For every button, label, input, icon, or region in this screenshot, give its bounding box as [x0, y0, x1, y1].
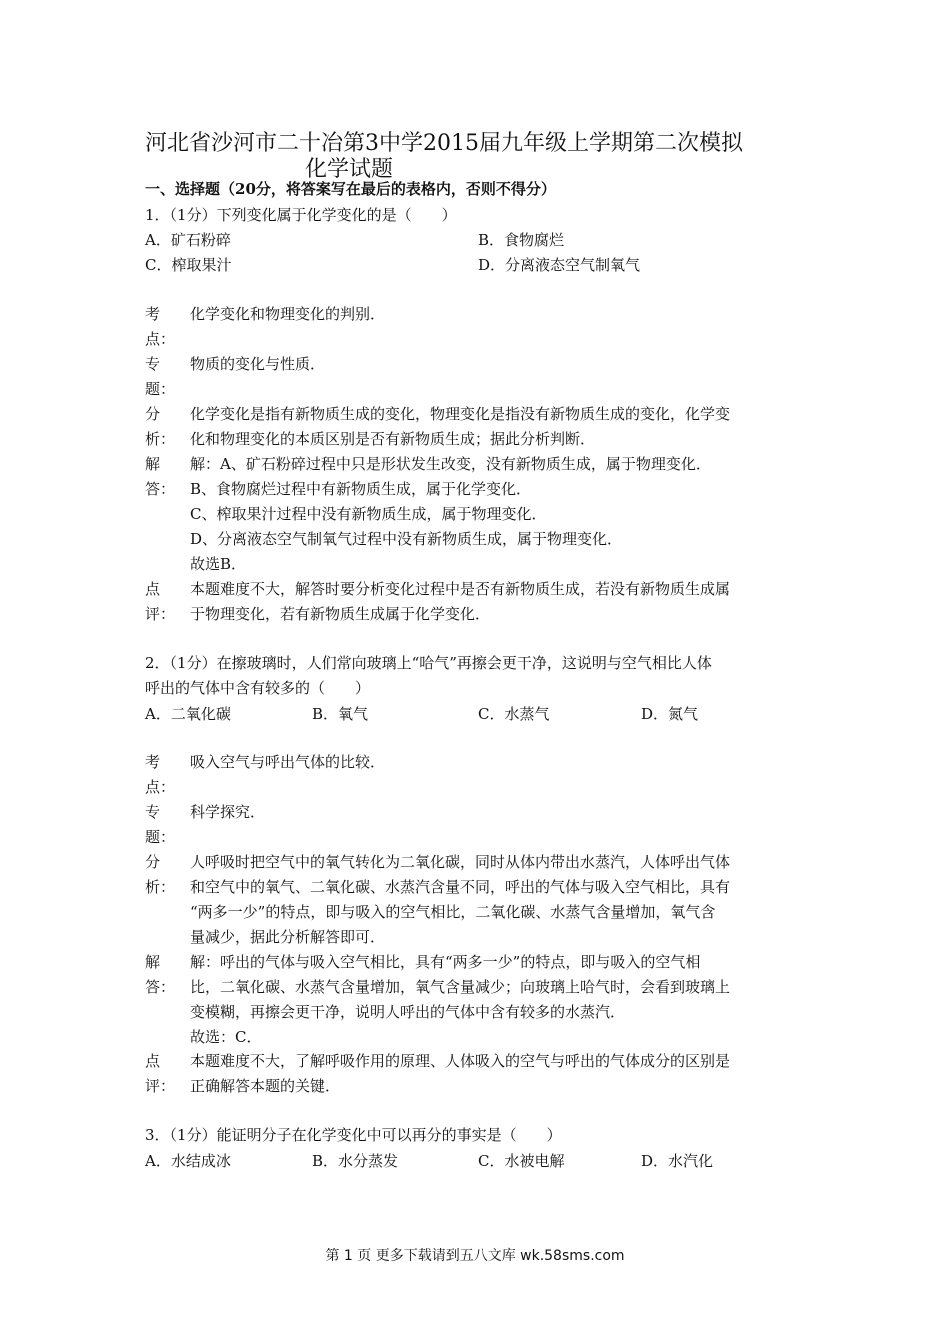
q1-dianping-text: 本题难度不大，解答时要分析变化过程中是否有新物质生成，若没有新物质生成属 于物理变化，若有新物质生成属于化学变化．	[190, 580, 731, 623]
q2-dianping-label: 点评：	[145, 1052, 176, 1095]
q1-option-a: A．矿石粉碎	[145, 231, 231, 249]
q1-option-d: D．分离液态空气制氧气	[478, 256, 641, 274]
q1-zhuanti-label: 专题：	[145, 355, 176, 398]
q3-option-d: D．水汽化	[641, 1152, 714, 1170]
q1-fenxi-text: 化学变化是指有新物质生成的变化，物理变化是指没有新物质生成的变化，化学变 化和物理变化的本质区别是否有新物质生成；据此分析判断．	[190, 405, 731, 448]
q2-stem-line2: 呼出的气体中含有较多的（ ）	[145, 679, 371, 697]
q1-fenxi-label: 分析：	[145, 405, 176, 448]
q2-jieda-label: 解答：	[145, 953, 176, 996]
q3-option-a: A．水结成冰	[145, 1152, 231, 1170]
q1-option-b: B．食物腐烂	[478, 231, 565, 249]
q3-stem: 3．（1分）能证明分子在化学变化中可以再分的事实是（ ）	[145, 1126, 562, 1144]
q2-dianping-text: 本题难度不大，了解呼吸作用的原理、人体吸入的空气与呼出的气体成分的区别是 正确解答本题的关键．	[190, 1052, 731, 1095]
q3-option-b: B．水分蒸发	[312, 1152, 399, 1170]
q1-kaodian-label: 考点：	[145, 305, 176, 348]
q2-kaodian-text: 吸入空气与呼出气体的比较．	[190, 753, 386, 771]
q1-zhuanti-text: 物质的变化与性质．	[190, 355, 326, 373]
q1-dianping-label: 点评：	[145, 580, 176, 623]
q3-option-c: C．水被电解	[478, 1152, 565, 1170]
q2-zhuanti-label: 专题：	[145, 803, 176, 846]
q2-stem-line1: 2．（1分）在擦玻璃时，人们常向玻璃上“哈气”再擦会更干净，这说明与空气相比人体	[145, 654, 712, 672]
page-footer: 第 1 页 更多下载请到五八文库 wk.58sms.com	[325, 1248, 625, 1264]
q1-jieda-text: 解：A、矿石粉碎过程中只是形状发生改变，没有新物质生成，属于物理变化． B、食物腐烂过程中有新物质生成，属于化学变化． C、榨取果汁过程中没有新物质生成，属于物理变化． D、分离液态空气制氧气过程中没有新物质生成，属于物理变化． 故选B．	[190, 455, 711, 573]
section-heading: 一、选择题（20分，将答案写在最后的表格内，否则不得分）	[145, 180, 556, 198]
q2-fenxi-label: 分析：	[145, 853, 176, 896]
q2-jieda-text: 解：呼出的气体与吸入空气相比，具有“两多一少”的特点，即与吸入的空气相 比，二氧化碳、水蒸气含量增加，氧气含量减少；向玻璃上哈气时，会看到玻璃上 变模糊，再擦会更干净，说明人呼出的气体中含有较多的水蒸汽． 故选：C．	[190, 953, 731, 1046]
q2-option-c: C．水蒸气	[478, 705, 550, 723]
q2-kaodian-label: 考点：	[145, 753, 176, 796]
q2-option-d: D．氮气	[641, 705, 699, 723]
q1-jieda-label: 解答：	[145, 455, 176, 498]
doc-title-line1: 河北省沙河市二十冶第3中学2015届九年级上学期第二次模拟	[145, 131, 743, 156]
doc-title-line2: 化学试题	[305, 157, 394, 182]
q2-option-b: B．氧气	[312, 705, 369, 723]
q2-fenxi-text: 人呼吸时把空气中的氧气转化为二氧化碳，同时从体内带出水蒸汽，人体呼出气体 和空气中的氧气、二氧化碳、水蒸汽含量不同，呼出的气体与吸入空气相比，具有 “两多一少”的特点，即与吸入的空气相比，二氧化碳、水蒸气含量增加，氧气含 量减少，据此分析解答即可．	[190, 853, 731, 946]
q1-option-c: C．榨取果汁	[145, 256, 232, 274]
q2-zhuanti-text: 科学探究．	[190, 803, 266, 821]
q1-kaodian-text: 化学变化和物理变化的判别．	[190, 305, 386, 323]
q2-option-a: A．二氧化碳	[145, 705, 231, 723]
q1-stem: 1．（1分）下列变化属于化学变化的是（ ）	[145, 206, 457, 224]
